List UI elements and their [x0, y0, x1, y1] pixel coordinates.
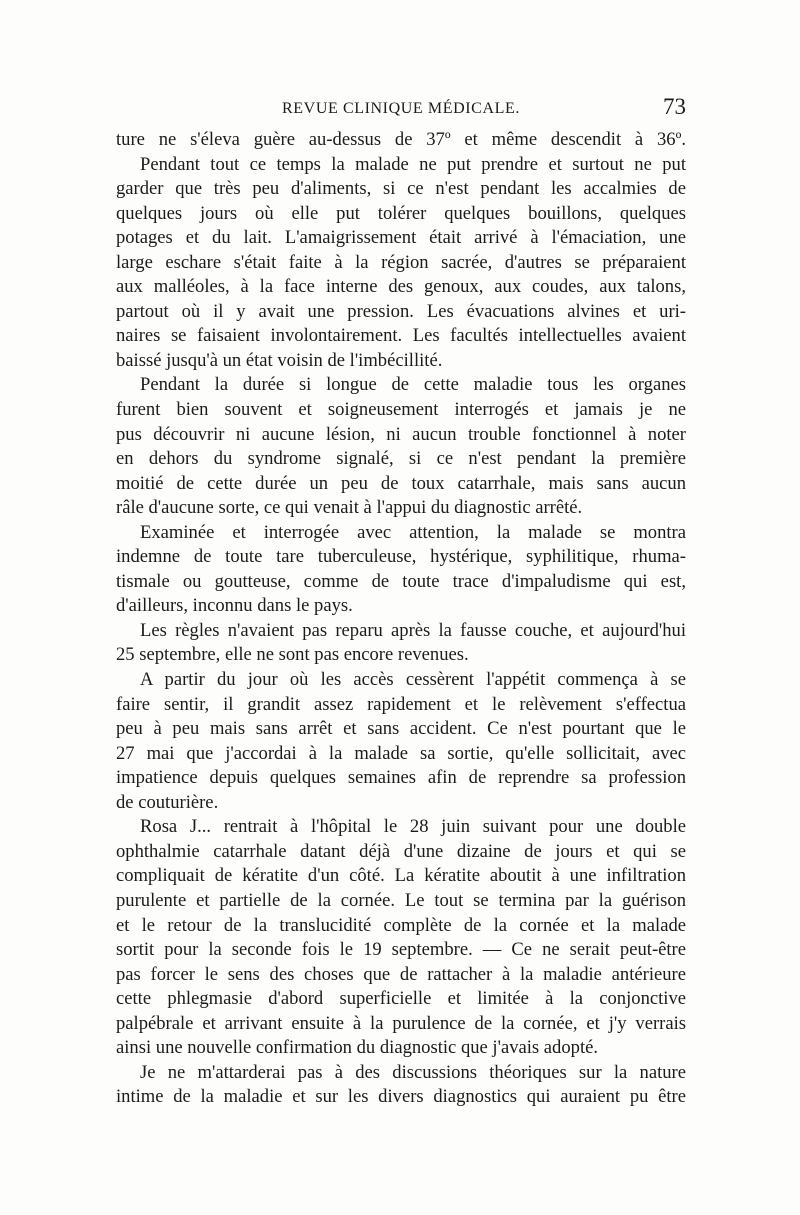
text-line: faire sentir, il grandit assez rapidement et le relèvement s'effectua [116, 693, 686, 715]
text-line: râle d'aucune sorte, ce qui venait à l'appui du diagnostic arrêté. [116, 497, 583, 519]
text-line: naires se faisaient involontairement. Les facultés intellectuelles avaient [116, 325, 686, 347]
text-line: moitié de cette durée un peu de toux catarrhale, mais sans aucun [116, 472, 686, 494]
text-line: tismale ou goutteuse, comme de toute trace d'impaludisme qui est, [116, 570, 686, 592]
text-line: Examinée et interrogée avec attention, la malade se montra [140, 521, 686, 543]
text-line: Pendant tout ce temps la malade ne put prendre et surtout ne put [140, 153, 686, 175]
text-line: impatience depuis quelques semaines afin de reprendre sa profession [116, 767, 686, 789]
text-line: baissé jusqu'à un état voisin de l'imbécillité. [116, 349, 443, 371]
text-line: Les règles n'avaient pas reparu après la fausse couche, et aujourd'hui [140, 619, 686, 641]
text-line: aux malléoles, à la face interne des genoux, aux coudes, aux talons, [116, 276, 686, 298]
text-line: compliquait de kératite d'un côté. La kératite aboutit à une infiltration [116, 865, 686, 887]
text-line: palpébrale et arrivant ensuite à la purulence de la cornée, et j'y verrais [116, 1012, 686, 1034]
text-line: quelques jours où elle put tolérer quelques bouillons, quelques [116, 202, 686, 224]
text-line: furent bien souvent et soigneusement interrogés et jamais je ne [116, 399, 686, 421]
text-line: large eschare s'était faite à la région sacrée, d'autres se préparaient [116, 251, 686, 273]
text-line: sortit pour la seconde fois le 19 septembre. — Ce ne serait peut-être [116, 939, 686, 961]
text-line: 27 mai que j'accordai à la malade sa sortie, qu'elle sollicitait, avec [116, 742, 686, 764]
text-line: A partir du jour où les accès cessèrent l'appétit commença à se [140, 669, 686, 691]
text-line: 25 septembre, elle ne sont pas encore revenues. [116, 644, 469, 666]
text-line: partout où il y avait une pression. Les évacuations alvines et uri- [116, 300, 686, 322]
text-line: d'ailleurs, inconnu dans le pays. [116, 595, 353, 617]
text-line: Rosa J... rentrait à l'hôpital le 28 juin suivant pour une double [140, 816, 686, 838]
text-line: de couturière. [116, 791, 219, 813]
text-line: pus découvrir ni aucune lésion, ni aucun trouble fonctionnel à noter [116, 423, 686, 445]
text-line: purulente et partielle de la cornée. Le tout se termina par la guérison [116, 889, 686, 911]
text-line: en dehors du syndrome signalé, si ce n'est pendant la première [116, 448, 686, 470]
text-line: intime de la maladie et sur les divers diagnostics qui auraient pu être [116, 1086, 686, 1108]
text-line: cette phlegmasie d'abord superficielle et limitée à la conjonctive [116, 988, 686, 1010]
page-number: 73 [663, 94, 686, 119]
text-line: ophthalmie catarrhale datant déjà d'une dizaine de jours et qui se [116, 840, 686, 862]
text-line: peu à peu mais sans arrêt et sans accident. Ce n'est pourtant que le [116, 718, 686, 740]
text-line: ainsi une nouvelle confirmation du diagnostic que j'avais adopté. [116, 1037, 599, 1059]
text-line: garder que très peu d'aliments, si ce n'est pendant les accalmies de [116, 178, 686, 200]
text-line: pas forcer le sens des choses que de rattacher à la maladie antérieure [116, 963, 686, 985]
page-header [116, 94, 686, 124]
text-line: potages et du lait. L'amaigrissement était arrivé à l'émaciation, une [116, 227, 686, 249]
text-line: et le retour de la translucidité complète de la cornée et la malade [116, 914, 686, 936]
text-line: Pendant la durée si longue de cette maladie tous les organes [140, 374, 686, 396]
body-text [116, 128, 686, 1110]
running-title: REVUE CLINIQUE MÉDICALE. [282, 100, 520, 117]
text-line: indemne de toute tare tuberculeuse, hystérique, syphilitique, rhuma- [116, 546, 686, 568]
text-line: Je ne m'attarderai pas à des discussions théoriques sur la nature [140, 1061, 686, 1083]
text-line: ture ne s'éleva guère au-dessus de 37º et même descendit à 36º. [116, 129, 686, 150]
